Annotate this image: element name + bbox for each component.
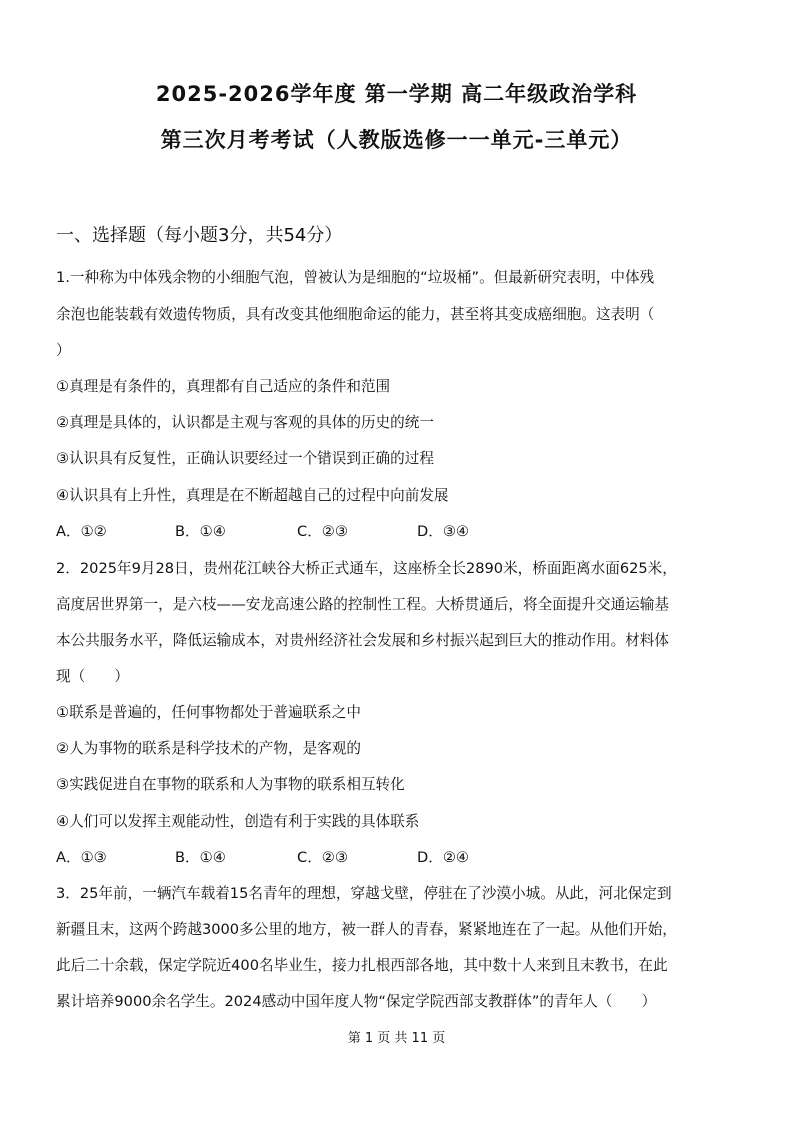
q3-stem-line-4: 累计培养9000余名学生。2024感动中国年度人物“保定学院西部支教群体”的青年人（ ） bbox=[56, 993, 657, 1010]
q2-statement-4: ④人们可以发挥主观能动性，创造有利于实践的具体联系 bbox=[56, 813, 420, 830]
q1-option-a[interactable]: A．①② bbox=[56, 523, 107, 540]
q1-option-c[interactable]: C．②③ bbox=[297, 523, 348, 540]
q3-stem-line-1: 3．25年前，一辆汽车载着15名青年的理想，穿越戈壁，停驻在了沙漠小城。从此，河北保定到 bbox=[56, 885, 672, 902]
q2-statement-2: ②人为事物的联系是科学技术的产物，是客观的 bbox=[56, 740, 361, 757]
q1-statement-4: ④认识具有上升性，真理是在不断超越自己的过程中向前发展 bbox=[56, 487, 449, 504]
q1-statement-2: ②真理是具体的，认识都是主观与客观的具体的历史的统一 bbox=[56, 414, 434, 431]
q1-stem-line-3: ） bbox=[56, 342, 71, 359]
q2-option-a[interactable]: A．①③ bbox=[56, 849, 107, 866]
q2-stem-line-2: 高度居世界第一，是六枝——安龙高速公路的控制性工程。大桥贯通后，将全面提升交通运输基 bbox=[56, 596, 669, 613]
q2-stem-line-1: 2．2025年9月28日，贵州花江峡谷大桥正式通车，这座桥全长2890米，桥面距离水面625米， bbox=[56, 560, 677, 577]
q2-option-b[interactable]: B．①④ bbox=[175, 849, 226, 866]
title-text: 第三次月考考试（人教版选修一一单元-三单元） bbox=[160, 128, 633, 152]
q1-stem-line-1: 1.一种称为中体残余物的小细胞气泡，曾被认为是细胞的“垃圾桶”。但最新研究表明，中体残 bbox=[56, 269, 655, 286]
q2-stem-line-3: 本公共服务水平，降低运输成本，对贵州经济社会发展和乡村振兴起到巨大的推动作用。材料体 bbox=[56, 632, 669, 649]
q1-statement-1: ①真理是有条件的，真理都有自己适应的条件和范围 bbox=[56, 378, 391, 395]
page-footer: 第 1 页 共 11 页 bbox=[347, 1031, 446, 1046]
q2-option-c[interactable]: C．②③ bbox=[297, 849, 348, 866]
q3-stem-line-2: 新疆且末，这两个跨越3000多公里的地方，被一群人的青春，紧紧地连在了一起。从他们开始， bbox=[56, 921, 677, 938]
q3-stem-line-3: 此后二十余载，保定学院近400名毕业生，接力扎根西部各地，其中数十人来到且末教书，在此 bbox=[56, 957, 668, 974]
exam-title-line-2 bbox=[0, 124, 793, 154]
q2-statement-1: ①联系是普遍的，任何事物都处于普遍联系之中 bbox=[56, 704, 361, 721]
q2-option-d[interactable]: D．②④ bbox=[417, 849, 469, 866]
exam-title-line-1 bbox=[0, 78, 793, 108]
q1-stem-line-2: 余泡也能装载有效遗传物质，具有改变其他细胞命运的能力，甚至将其变成癌细胞。这表明（ bbox=[56, 306, 655, 323]
q1-statement-3: ③认识具有反复性，正确认识要经过一个错误到正确的过程 bbox=[56, 450, 434, 467]
q2-statement-3: ③实践促进自在事物的联系和人为事物的联系相互转化 bbox=[56, 776, 405, 793]
q1-option-b[interactable]: B．①④ bbox=[175, 523, 226, 540]
q2-stem-line-4: 现（ ） bbox=[56, 668, 129, 685]
section-heading: 一、选择题（每小题3分，共54分） bbox=[56, 225, 343, 246]
title-text: 2025-2026学年度 第一学期 高二年级政治学科 bbox=[155, 82, 638, 106]
q1-option-d[interactable]: D．③④ bbox=[417, 523, 469, 540]
